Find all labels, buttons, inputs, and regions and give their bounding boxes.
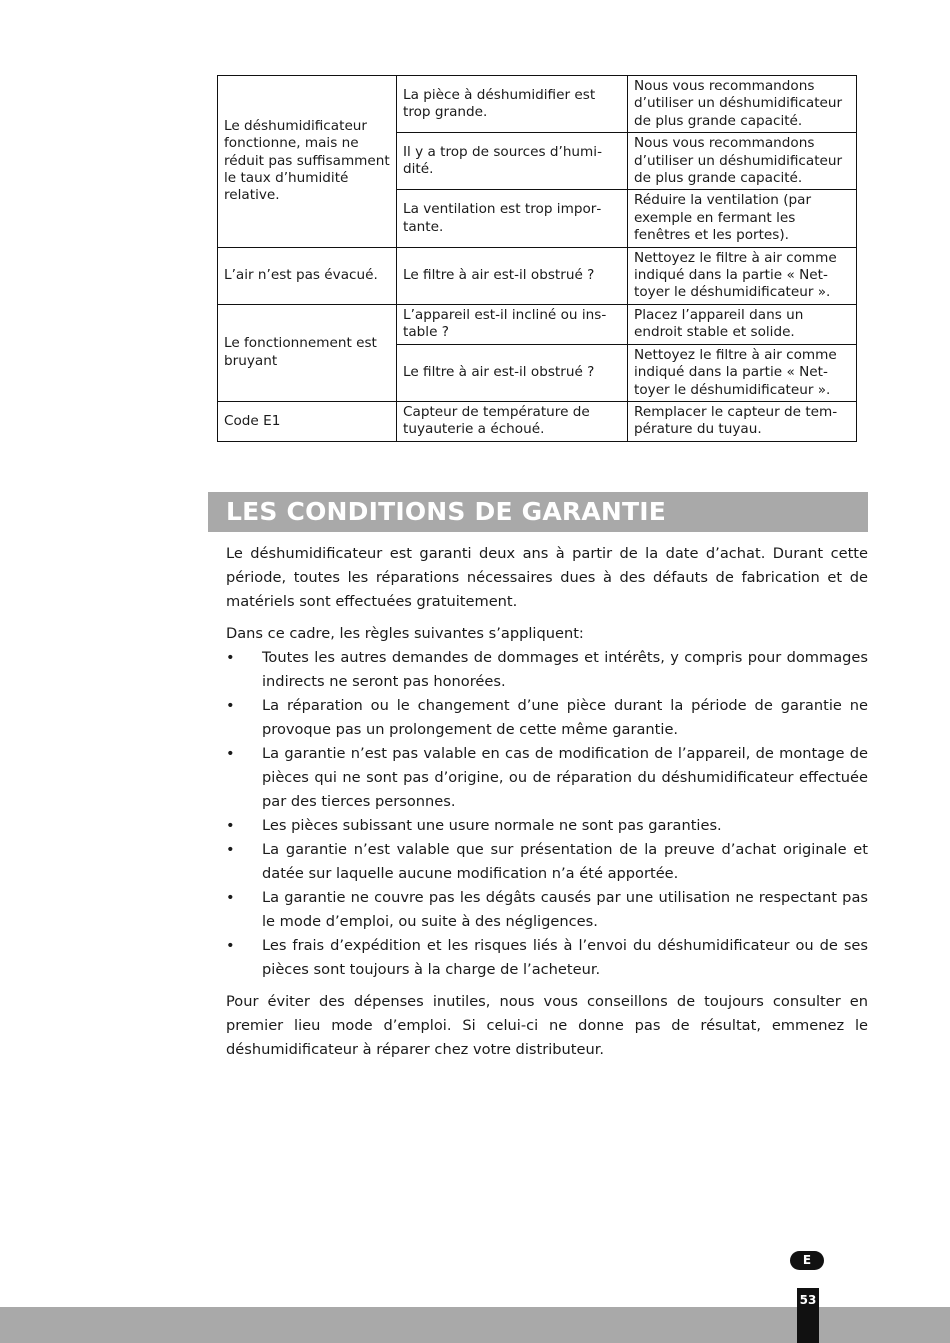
page-number: 53 bbox=[797, 1288, 819, 1343]
rules-lead: Dans ce cadre, les règles suivantes s’appliquent: bbox=[226, 625, 584, 642]
cause-cell: La pièce à déshumidifier est trop grande. bbox=[397, 76, 628, 133]
section-header bbox=[208, 492, 868, 532]
list-item bbox=[226, 646, 868, 694]
rules-list bbox=[226, 646, 868, 982]
list-item-text: Les frais d’expédition et les risques liés à l’envoi du déshumidificateur ou de ses pièces sont toujours à la charge de l’acheteur. bbox=[262, 937, 868, 978]
solution-cell: Remplacer le capteur de température du tuyau. bbox=[628, 401, 857, 441]
solution-cell: Nettoyez le filtre à air comme indiqué dans la partie « Nettoyer le déshumidificateur ». bbox=[628, 247, 857, 304]
cause-cell: Le filtre à air est-il obstrué ? bbox=[397, 247, 628, 304]
solution-cell: Nous vous recommandons d’utiliser un déshumidificateur de plus grande capacité. bbox=[628, 133, 857, 190]
cause-cell: Capteur de température de tuyauterie a échoué. bbox=[397, 401, 628, 441]
bullet-icon: • bbox=[226, 649, 235, 666]
bullet-icon: • bbox=[226, 745, 235, 762]
bullet-icon: • bbox=[226, 889, 235, 906]
list-item bbox=[226, 742, 868, 814]
troubleshooting-table bbox=[217, 75, 857, 442]
problem-cell: Le fonctionnement est bruyant bbox=[218, 304, 397, 401]
warranty-body bbox=[226, 542, 868, 1062]
solution-cell: Réduire la ventilation (par exemple en fermant les fenêtres et les portes). bbox=[628, 190, 857, 247]
list-item-text: La garantie n’est pas valable en cas de modification de l’appareil, de montage de pièces qui ne sont pas d’origine, ou de réparation du déshumidificateur effectuée par des tierces personnes. bbox=[262, 745, 868, 810]
cause-cell: Le filtre à air est-il obstrué ? bbox=[397, 344, 628, 401]
list-item-text: La réparation ou le changement d’une pièce durant la période de garantie ne provoque pas un prolongement de cette même garantie. bbox=[262, 697, 868, 738]
problem-cell: L’air n’est pas évacué. bbox=[218, 247, 397, 304]
problem-cell: Code E1 bbox=[218, 401, 397, 441]
table-row bbox=[218, 247, 857, 304]
warranty-outro: Pour éviter des dépenses inutiles, nous vous conseillons de toujours consulter en premier lieu mode d’emploi. Si celui-ci ne donne pas de résultat, emmenez le déshumidificateur à réparer chez votre distributeur. bbox=[226, 993, 868, 1058]
list-item-text: Les pièces subissant une usure normale ne sont pas garanties. bbox=[262, 817, 722, 834]
list-item-text: La garantie ne couvre pas les dégâts causés par une utilisation ne respectant pas le mode d’emploi, ou suite à des négligences. bbox=[262, 889, 868, 930]
bullet-icon: • bbox=[226, 697, 235, 714]
table-row bbox=[218, 401, 857, 441]
list-item-text: Toutes les autres demandes de dommages et intérêts, y compris pour dommages indirects ne seront pas honorées. bbox=[262, 649, 868, 690]
cause-cell: L’appareil est-il incliné ou instable ? bbox=[397, 304, 628, 344]
cause-cell: Il y a trop de sources d’humidité. bbox=[397, 133, 628, 190]
list-item bbox=[226, 694, 868, 742]
section-title: LES CONDITIONS DE GARANTIE bbox=[226, 497, 667, 526]
solution-cell: Nous vous recommandons d’utiliser un déshumidificateur de plus grande capacité. bbox=[628, 76, 857, 133]
solution-cell: Nettoyez le filtre à air comme indiqué dans la partie « Nettoyer le déshumidificateur ». bbox=[628, 344, 857, 401]
bullet-icon: • bbox=[226, 841, 235, 858]
list-item bbox=[226, 934, 868, 982]
warranty-intro: Le déshumidificateur est garanti deux ans à partir de la date d’achat. Durant cette période, toutes les réparations nécessaires dues à des défauts de fabrication et de matériels sont effectuées gratuitement. bbox=[226, 545, 868, 610]
problem-cell: Le déshumidificateur fonctionne, mais ne réduit pas suffisamment le taux d’humidité relative. bbox=[218, 76, 397, 248]
solution-cell: Placez l’appareil dans un endroit stable et solide. bbox=[628, 304, 857, 344]
bullet-icon: • bbox=[226, 937, 235, 954]
table-row bbox=[218, 304, 857, 344]
table-row bbox=[218, 76, 857, 133]
list-item-text: La garantie n’est valable que sur présentation de la preuve d’achat originale et datée sur laquelle aucune modification n’a été apportée. bbox=[262, 841, 868, 882]
cause-cell: La ventilation est trop importante. bbox=[397, 190, 628, 247]
bullet-icon: • bbox=[226, 817, 235, 834]
list-item bbox=[226, 814, 868, 838]
list-item bbox=[226, 886, 868, 934]
list-item bbox=[226, 838, 868, 886]
language-badge: E bbox=[790, 1251, 824, 1270]
